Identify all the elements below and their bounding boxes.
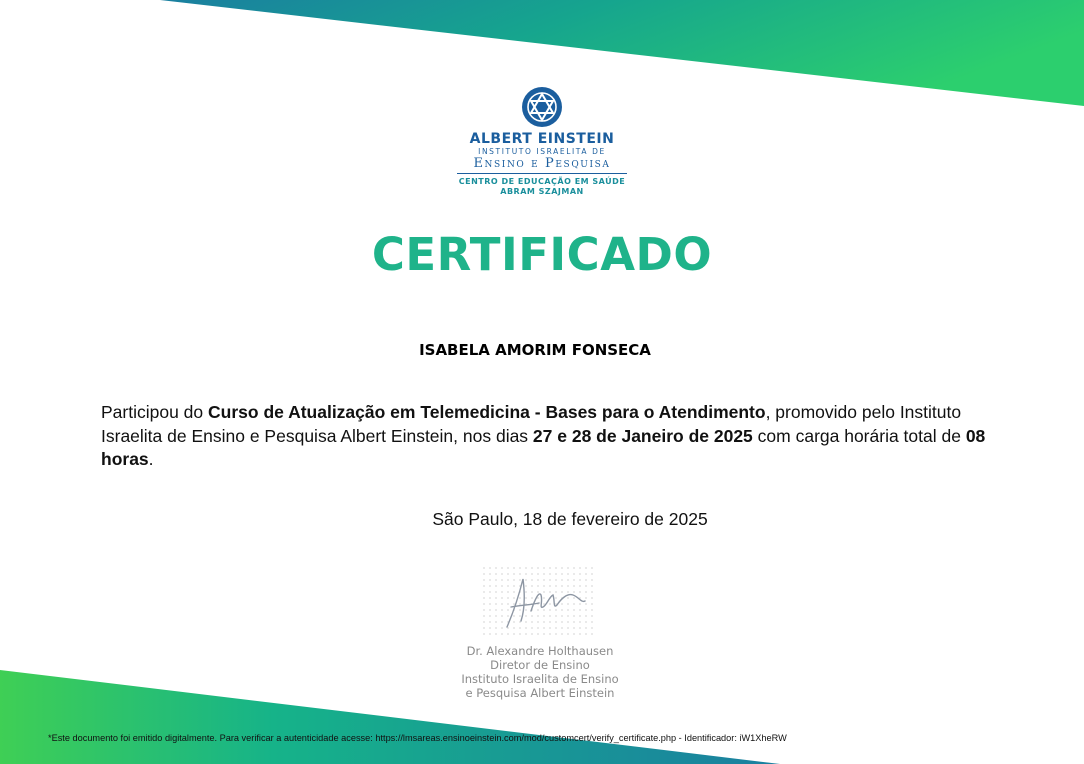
body-part-1: Participou do — [101, 402, 209, 422]
signatory-name: Dr. Alexandre Holthausen — [466, 644, 614, 658]
course-hours: 08 horas — [101, 425, 986, 469]
signature-area — [481, 565, 597, 637]
logo-center: CENTRO DE EDUCAÇÃO EM SAÚDE — [458, 177, 626, 186]
course-dates: 27 e 28 de Janeiro de 2025 — [532, 425, 753, 446]
certificate-title: CERTIFICADO — [371, 228, 713, 281]
body-part-3: com carga horária total de — [752, 425, 966, 446]
handwritten-signature-icon — [481, 565, 597, 637]
logo-subtitle: INSTITUTO ISRAELITA DE — [478, 147, 606, 156]
signatory-org-line-1: Instituto Israelita de Ensino — [461, 672, 619, 686]
institution-logo — [440, 86, 644, 197]
body-part-4: . — [148, 449, 154, 469]
signatory-block — [440, 644, 640, 700]
signatory-org-line-2: e Pesquisa Albert Einstein — [465, 686, 615, 700]
bottom-left-band — [0, 670, 780, 764]
logo-ensino: Ensino e Pesquisa — [473, 156, 611, 171]
place-and-date: São Paulo, 18 de fevereiro de 2025 — [432, 509, 708, 529]
signatory-role: Diretor de Ensino — [490, 658, 590, 672]
star-of-david-logo-icon — [521, 86, 563, 128]
verification-note: *Este documento foi emitido digitalmente. Para verificar a autenticidade acesse: https://lmsareas.ensinoeinstein.com/mod/customcert/verify_certificate.php - Identificador: iW1XheRW — [48, 733, 787, 743]
logo-center-name: ABRAM SZAJMAN — [500, 187, 584, 196]
logo-name: ALBERT EINSTEIN — [469, 131, 615, 147]
logo-divider — [457, 173, 627, 174]
course-name: Curso de Atualização em Telemedicina - Bases para o Atendimento — [208, 402, 766, 422]
certificate-body — [101, 401, 1001, 472]
body-part-2: , promovido pelo Instituto Israelita de Ensino e Pesquisa Albert Einstein, nos dias — [101, 402, 962, 446]
recipient-name: ISABELA AMORIM FONSECA — [419, 341, 651, 359]
